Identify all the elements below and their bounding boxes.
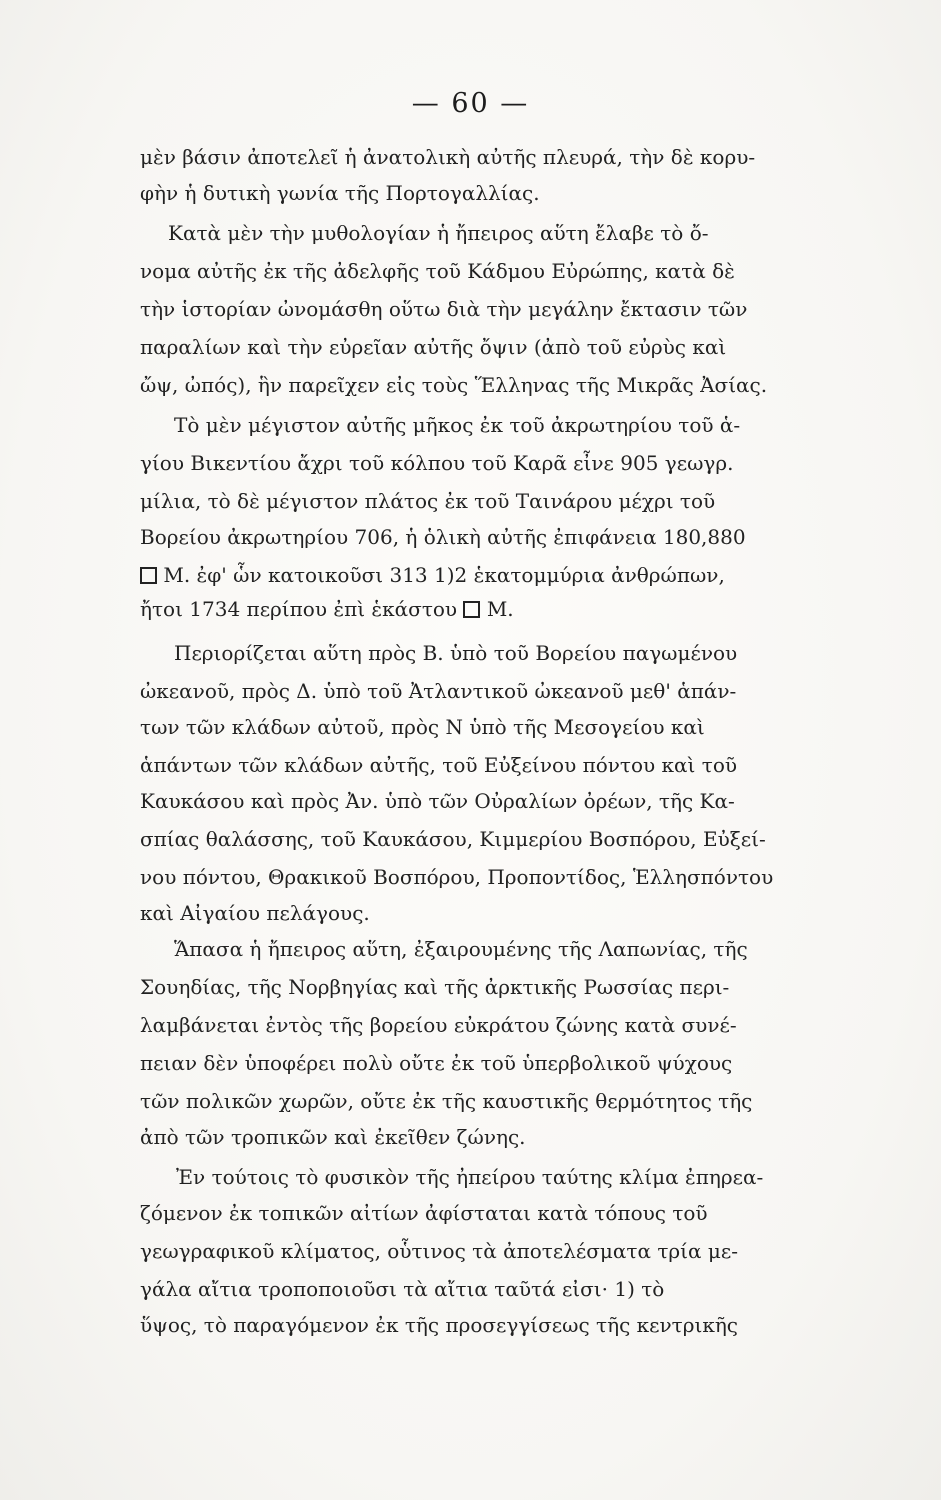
text-line: λαμβάνεται ἐντὸς τῆς βορείου εὐκράτου ζώνης κατὰ συνέ- [140, 1013, 737, 1037]
text-line: ὠκεανοῦ, πρὸς Δ. ὑπὸ τοῦ Ἀτλαντικοῦ ὠκεανοῦ μεθ' ἁπάν- [140, 679, 737, 703]
square-marker-label: Μ. [486, 597, 514, 621]
text-line: γεωγραφικοῦ κλίματος, οὗτινος τὰ ἀποτελέσματα τρία με- [140, 1239, 738, 1263]
page-number: — 60 — [411, 88, 530, 119]
text-line: ἤτοι 1734 περίπου ἐπὶ ἑκάστου [140, 597, 458, 621]
square-symbol-icon [140, 567, 157, 584]
square-symbol-icon [463, 601, 480, 618]
text-line: μὲν βάσιν ἀποτελεῖ ἡ ἀνατολικὴ αὐτῆς πλευρά, τὴν δὲ κορυ- [140, 145, 756, 169]
text-line: Ἅπασα ἡ ἤπειρος αὕτη, ἐξαιρουμένης τῆς Λαπωνίας, τῆς [174, 937, 748, 961]
text-line: τὴν ἱστορίαν ὠνομάσθη οὕτω διὰ τὴν μεγάλην ἔκτασιν τῶν [140, 297, 748, 321]
text-line: Βορείου ἀκρωτηρίου 706, ἡ ὁλικὴ αὐτῆς ἐπιφάνεια 180,880 [140, 525, 746, 549]
text-line: ἁπάντων τῶν κλάδων αὐτῆς, τοῦ Εὐξείνου πόντου καὶ τοῦ [140, 753, 738, 777]
text-line: των τῶν κλάδων αὐτοῦ, πρὸς Ν ὑπὸ τῆς Μεσογείου καὶ [140, 715, 705, 739]
text-line: Τὸ μὲν μέγιστον αὐτῆς μῆκος ἐκ τοῦ ἀκρωτηρίου τοῦ ἁ- [174, 413, 741, 437]
text-line: Σουηδίας, τῆς Νορβηγίας καὶ τῆς ἀρκτικῆς Ρωσσίας περι- [140, 975, 730, 999]
text-line: ὕψος, τὸ παραγόμενον ἐκ τῆς προσεγγίσεως τῆς κεντρικῆς [140, 1313, 738, 1337]
text-line: παραλίων καὶ τὴν εὐρεῖαν αὐτῆς ὄψιν (ἀπὸ τοῦ εὐρὺς καὶ [140, 335, 727, 359]
text-line: νου πόντου, Θρακικοῦ Βοσπόρου, Προποντίδος, Ἑλλησπόντου [140, 865, 774, 889]
text-line-with-square [140, 594, 514, 624]
text-line: Μ. ἐφ' ὧν κατοικοῦσι 313 1)2 ἑκατομμύρια ἀνθρώπων, [163, 563, 725, 587]
text-line: Κατὰ μὲν τὴν μυθολογίαν ἡ ἤπειρος αὕτη ἔλαβε τὸ ὄ- [168, 221, 709, 245]
text-line: νομα αὐτῆς ἐκ τῆς ἀδελφῆς τοῦ Κάδμου Εὐρώπης, κατὰ δὲ [140, 259, 735, 283]
text-line: ἀπὸ τῶν τροπικῶν καὶ ἐκεῖθεν ζώνης. [140, 1125, 526, 1149]
text-line: καὶ Αἰγαίου πελάγους. [140, 901, 370, 925]
text-line: σπίας θαλάσσης, τοῦ Καυκάσου, Κιμμερίου Βοσπόρου, Εὐξεί- [140, 827, 766, 851]
text-line: τῶν πολικῶν χωρῶν, οὔτε ἐκ τῆς καυστικῆς θερμότητος τῆς [140, 1089, 753, 1113]
text-line: Περιορίζεται αὕτη πρὸς Β. ὑπὸ τοῦ Βορείου παγωμένου [174, 641, 738, 665]
text-line: Καυκάσου καὶ πρὸς Ἀν. ὑπὸ τῶν Οὐραλίων ὀρέων, τῆς Κα- [140, 789, 735, 813]
text-line: γάλα αἴτια τροποποιοῦσι τὰ αἴτια ταῦτά εἰσι· 1) τὸ [140, 1277, 665, 1301]
text-line-with-square [140, 560, 725, 590]
text-line: Ἐν τούτοις τὸ φυσικὸν τῆς ἠπείρου ταύτης κλίμα ἐπηρεα- [176, 1165, 764, 1189]
text-line: ζόμενον ἐκ τοπικῶν αἰτίων ἀφίσταται κατὰ τόπους τοῦ [140, 1201, 708, 1225]
text-line: ὤψ, ὠπός), ἣν παρεῖχεν εἰς τοὺς Ἕλληνας τῆς Μικρᾶς Ἀσίας. [140, 373, 768, 397]
text-line: φὴν ἡ δυτικὴ γωνία τῆς Πορτογαλλίας. [140, 181, 540, 205]
text-line: πειαν δὲν ὑποφέρει πολὺ οὔτε ἐκ τοῦ ὑπερβολικοῦ ψύχους [140, 1051, 733, 1075]
text-line: μίλια, τὸ δὲ μέγιστον πλάτος ἐκ τοῦ Ταινάρου μέχρι τοῦ [140, 489, 716, 513]
text-line: γίου Βικεντίου ἄχρι τοῦ κόλπου τοῦ Καρᾶ εἶνε 905 γεωγρ. [140, 451, 734, 475]
